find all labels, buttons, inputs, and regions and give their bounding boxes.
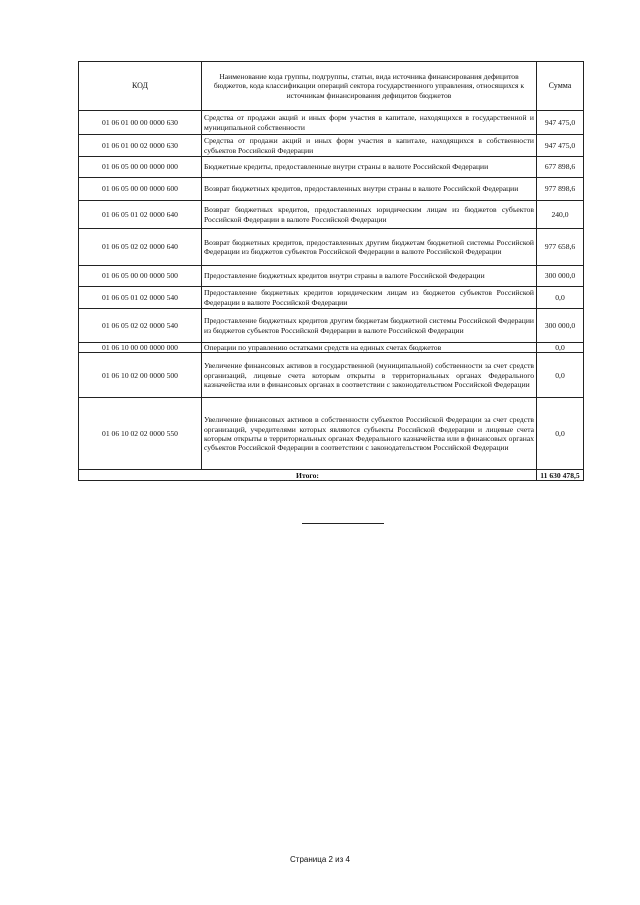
table-row	[79, 266, 584, 287]
row-code: 01 06 05 01 02 0000 540	[79, 287, 202, 309]
row-name: Предоставление бюджетных кредитов внутри страны в валюте Российской Федерации	[202, 266, 537, 287]
row-name: Средства от продажи акций и иных форм участия в капитале, находящихся в государственной и муниципальной собственности	[202, 111, 537, 135]
table-header-row	[79, 62, 584, 111]
row-code: 01 06 01 00 00 0000 630	[79, 111, 202, 135]
row-name: Увеличение финансовых активов в собственности субъектов Российской Федерации за счет средств организаций, учредителями которых являются субъекты Российской Федерации и лицевые счета которым открыты в территориальных органах Федерального казначейства или в финансовых органах субъектов Российской Федерации в соответствии с законодательством Российской Федерации	[202, 398, 537, 470]
row-code: 01 06 10 02 02 0000 550	[79, 398, 202, 470]
table-row	[79, 398, 584, 470]
table-row	[79, 343, 584, 353]
row-sum: 300 000,0	[537, 266, 584, 287]
row-name: Бюджетные кредиты, предоставленные внутри страны в валюте Российской Федерации	[202, 157, 537, 178]
row-sum: 0,0	[537, 287, 584, 309]
table-row	[79, 135, 584, 157]
table-row	[79, 157, 584, 178]
table-row	[79, 287, 584, 309]
row-sum: 240,0	[537, 201, 584, 229]
row-code: 01 06 05 02 02 0000 640	[79, 229, 202, 266]
row-code: 01 06 05 01 02 0000 640	[79, 201, 202, 229]
header-code: КОД	[79, 62, 202, 111]
row-code: 01 06 05 00 00 0000 600	[79, 178, 202, 201]
row-sum: 947 475,0	[537, 111, 584, 135]
row-sum: 300 000,0	[537, 309, 584, 343]
table-row	[79, 201, 584, 229]
row-name: Операции по управлению остатками средств на единых счетах бюджетов	[202, 343, 537, 353]
header-sum: Сумма	[537, 62, 584, 111]
total-row	[79, 470, 584, 481]
row-code: 01 06 05 02 02 0000 540	[79, 309, 202, 343]
row-sum: 0,0	[537, 343, 584, 353]
row-name: Возврат бюджетных кредитов, предоставленных другим бюджетам бюджетной системы Российской Федерации из бюджетов субъектов Российской Федерации в валюте Российской Федерации	[202, 229, 537, 266]
row-sum: 0,0	[537, 398, 584, 470]
row-name: Увеличение финансовых активов в государственной (муниципальной) собственности за счет средств организаций, лицевые счета которым открыты в территориальных органах Федерального казначейства или в финансовых органах в соответствии с законодательством Российской Федерации	[202, 353, 537, 398]
separator-line	[302, 523, 384, 524]
row-name: Средства от продажи акций и иных форм участия в капитале, находящихся в собственности субъектов Российской Федерации	[202, 135, 537, 157]
row-code: 01 06 05 00 00 0000 500	[79, 266, 202, 287]
budget-sources-table	[78, 61, 584, 481]
table-row	[79, 178, 584, 201]
row-name: Предоставление бюджетных кредитов юридическим лицам из бюджетов субъектов Российской Федерации в валюте Российской Федерации	[202, 287, 537, 309]
row-sum: 947 475,0	[537, 135, 584, 157]
table-row	[79, 309, 584, 343]
row-sum: 977 658,6	[537, 229, 584, 266]
row-sum: 0,0	[537, 353, 584, 398]
row-code: 01 06 01 00 02 0000 630	[79, 135, 202, 157]
row-code: 01 06 10 02 00 0000 500	[79, 353, 202, 398]
total-label: Итого:	[79, 470, 537, 481]
row-sum: 677 898,6	[537, 157, 584, 178]
page-number: Страница 2 из 4	[290, 855, 350, 864]
header-name: Наименование кода группы, подгруппы, статьи, вида источника финансирования дефицитов бюджетов, кода классификации операций сектора государственного управления, относящихся к источникам финансирования дефицитов бюджетов	[202, 62, 537, 111]
row-sum: 977 898,6	[537, 178, 584, 201]
row-code: 01 06 05 00 00 0000 000	[79, 157, 202, 178]
row-name: Возврат бюджетных кредитов, предоставленных юридическим лицам из бюджетов субъектов Российской Федерации в валюте Российской Федерации	[202, 201, 537, 229]
table-row	[79, 229, 584, 266]
table-row	[79, 353, 584, 398]
total-sum: 11 630 478,5	[537, 470, 584, 481]
row-code: 01 06 10 00 00 0000 000	[79, 343, 202, 353]
row-name: Возврат бюджетных кредитов, предоставленных внутри страны в валюте Российской Федерации	[202, 178, 537, 201]
table-row	[79, 111, 584, 135]
row-name: Предоставление бюджетных кредитов другим бюджетам бюджетной системы Российской Федерации из бюджетов субъектов Российской Федерации в валюте Российской Федерации	[202, 309, 537, 343]
